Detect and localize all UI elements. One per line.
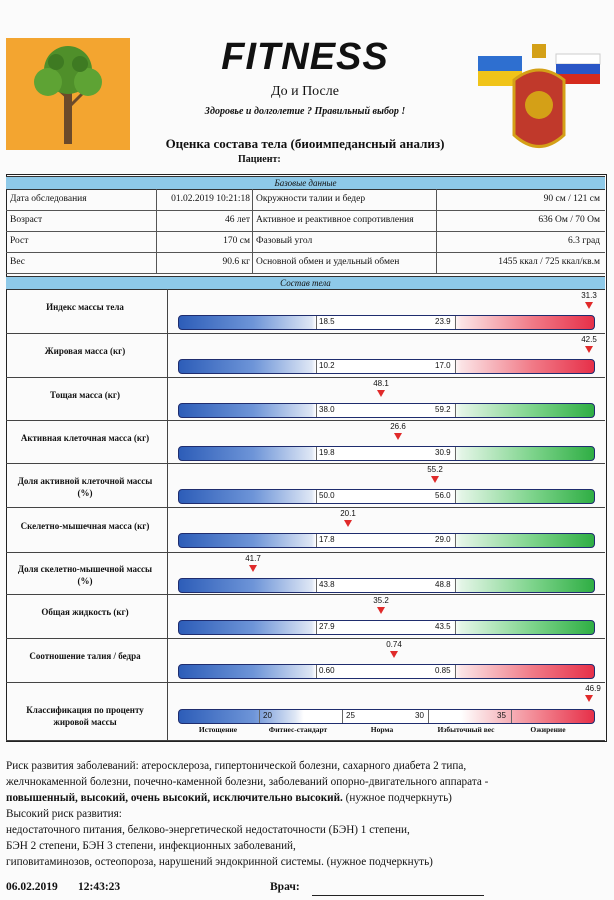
range-low: 10.2 xyxy=(319,361,335,370)
metric-marker xyxy=(431,476,439,483)
metric-value: 31.3 xyxy=(581,291,597,300)
metric-value: 0.74 xyxy=(386,640,402,649)
metric-label: Общая жидкость (кг) xyxy=(41,607,129,617)
classification-marker xyxy=(585,695,593,702)
metric-marker xyxy=(249,565,257,572)
risk-line: БЭН 2 степени, БЭН 3 степени, инфекционных заболеваний, xyxy=(6,840,296,852)
base-data-row xyxy=(6,210,605,232)
range-low: 43.8 xyxy=(319,580,335,589)
category-norm: Норма xyxy=(370,725,394,734)
base-value-2: 90 см / 121 см xyxy=(543,194,600,204)
composition-row xyxy=(6,420,605,464)
risk-line: Высокий риск развития: xyxy=(6,808,122,820)
base-label-2: Основной обмен и удельный обмен xyxy=(256,257,400,267)
subtitle: До и После xyxy=(271,84,339,99)
range-high: 56.0 xyxy=(435,491,451,500)
base-value: 46 лет xyxy=(225,215,250,225)
category-overweight: Избыточный вес xyxy=(437,725,495,734)
metric-marker xyxy=(344,520,352,527)
base-label: Дата обследования xyxy=(10,194,87,204)
base-value: 01.02.2019 10:21:18 xyxy=(171,194,250,204)
category-exhaustion: Истощение xyxy=(198,725,238,734)
base-data-row xyxy=(6,189,605,211)
base-label-2: Окружности талии и бедер xyxy=(256,194,366,204)
metric-label: Индекс массы тела xyxy=(46,302,124,312)
metric-value: 42.5 xyxy=(581,335,597,344)
risk-line: желчнокаменной болезни, почечно-каменной болезни, заболеваний опорно-двигательного аппарата - xyxy=(6,776,489,788)
metric-value: 26.6 xyxy=(390,422,406,431)
report-time: 12:43:23 xyxy=(78,881,121,893)
risk-line: Риск развития заболеваний: атеросклероза, гипертонической болезни, сахарного диабета 2 типа, xyxy=(6,760,467,772)
base-value: 90.6 кг xyxy=(222,257,250,267)
base-label-2: Фазовый угол xyxy=(256,236,313,246)
range-high: 59.2 xyxy=(435,405,451,414)
composition-row xyxy=(6,594,605,639)
metric-label: Тощая масса (кг) xyxy=(49,389,120,400)
range-low: 27.9 xyxy=(319,622,335,631)
base-value-2: 636 Ом / 70 Ом xyxy=(538,215,600,225)
composition-row xyxy=(6,289,605,334)
range-high: 0.85 xyxy=(435,666,451,675)
metric-marker xyxy=(394,433,402,440)
metric-marker xyxy=(585,302,593,309)
range-low: 38.0 xyxy=(319,405,335,414)
metric-value: 48.1 xyxy=(373,379,389,388)
composition-row xyxy=(6,333,605,378)
base-value-2: 1455 ккал / 725 ккал/кв.м xyxy=(498,257,600,267)
metric-marker xyxy=(390,651,398,658)
base-data-row xyxy=(6,252,605,274)
base-label: Возраст xyxy=(10,215,43,225)
report-title: Оценка состава тела (биоимпедансный анализ) xyxy=(165,136,445,151)
base-data-row xyxy=(6,231,605,253)
motto: Здоровье и долголетие ? Правильный выбор ! xyxy=(204,106,406,117)
classification-bar xyxy=(178,709,595,724)
range-high: 43.5 xyxy=(435,622,451,631)
metric-marker xyxy=(377,390,385,397)
risk-levels: повышенный, высокий, очень высокий, исключительно высокий. xyxy=(6,792,343,804)
range-high: 29.0 xyxy=(435,535,451,544)
metric-range-bar xyxy=(178,359,595,374)
composition-row xyxy=(6,463,605,508)
patient-label: Пациент: xyxy=(238,154,281,165)
base-label: Рост xyxy=(10,236,29,246)
doctor-label: Врач: xyxy=(270,881,300,893)
metric-value: 55.2 xyxy=(427,465,443,474)
risk-section xyxy=(6,758,606,870)
metric-marker xyxy=(585,346,593,353)
tick-30: 30 xyxy=(415,711,424,720)
composition-header: Состав тела xyxy=(6,276,605,290)
base-data-header: Базовые данные xyxy=(6,176,605,190)
classification-row xyxy=(6,682,605,741)
range-low: 19.8 xyxy=(319,448,335,457)
range-high: 48.8 xyxy=(435,580,451,589)
risk-line: недостаточного питания, белково-энергетической недостаточности (БЭН) 1 степени, xyxy=(6,824,410,836)
range-low: 18.5 xyxy=(319,317,335,326)
metric-label: Соотношение талия / бедра xyxy=(29,651,141,661)
tick-25: 25 xyxy=(346,711,355,720)
metric-range-bar xyxy=(178,578,595,593)
composition-row xyxy=(6,507,605,553)
range-low: 17.8 xyxy=(319,535,335,544)
range-low: 50.0 xyxy=(319,491,335,500)
metric-label: Активная клеточная масса (кг) xyxy=(20,432,150,443)
metric-label: Доля скелетно-мышечной массы (%) xyxy=(17,564,153,586)
classification-label: Классификация по проценту жировой массы xyxy=(26,705,144,727)
metric-label: Жировая масса (кг) xyxy=(44,346,126,356)
metric-label: Скелетно-мышечная масса (кг) xyxy=(20,520,150,531)
base-value-2: 6.3 град xyxy=(568,236,600,246)
metric-range-bar xyxy=(178,664,595,679)
metric-range-bar xyxy=(178,489,595,504)
composition-row xyxy=(6,638,605,683)
risk-line: гиповитаминозов, остеопороза, нарушений эндокринной системы. (нужное подчеркнуть) xyxy=(6,856,433,868)
metric-range-bar xyxy=(178,620,595,635)
range-high: 30.9 xyxy=(435,448,451,457)
page-title: FITNESS xyxy=(221,36,389,78)
tick-20: 20 xyxy=(263,711,272,720)
metric-range-bar xyxy=(178,533,595,548)
metric-value: 35.2 xyxy=(373,596,389,605)
report-date: 06.02.2019 xyxy=(6,881,58,893)
range-high: 23.9 xyxy=(435,317,451,326)
base-value: 170 см xyxy=(223,236,250,246)
metric-range-bar xyxy=(178,403,595,418)
metric-label: Доля активной клеточной массы (%) xyxy=(17,476,153,498)
category-fitness: Фитнес-стандарт xyxy=(268,725,328,734)
composition-row xyxy=(6,377,605,421)
city-coat-of-arms-logo xyxy=(474,40,604,168)
metric-value: 41.7 xyxy=(245,554,261,563)
composition-row xyxy=(6,552,605,595)
metric-range-bar xyxy=(178,315,595,330)
metric-marker xyxy=(377,607,385,614)
range-high: 17.0 xyxy=(435,361,451,370)
metric-value: 20.1 xyxy=(340,509,356,518)
base-label: Вес xyxy=(10,257,26,267)
metric-range-bar xyxy=(178,446,595,461)
range-low: 0.60 xyxy=(319,666,335,675)
risk-line: повышенный, высокий, очень высокий, исключительно высокий. (нужное подчеркнуть) xyxy=(6,792,452,804)
base-label-2: Активное и реактивное сопротивления xyxy=(256,215,414,225)
category-obesity: Ожирение xyxy=(530,725,566,734)
tree-logo xyxy=(6,38,130,150)
classification-value: 46.9 xyxy=(585,684,601,693)
tick-35: 35 xyxy=(497,711,506,720)
doctor-signature-line[interactable] xyxy=(312,895,484,896)
